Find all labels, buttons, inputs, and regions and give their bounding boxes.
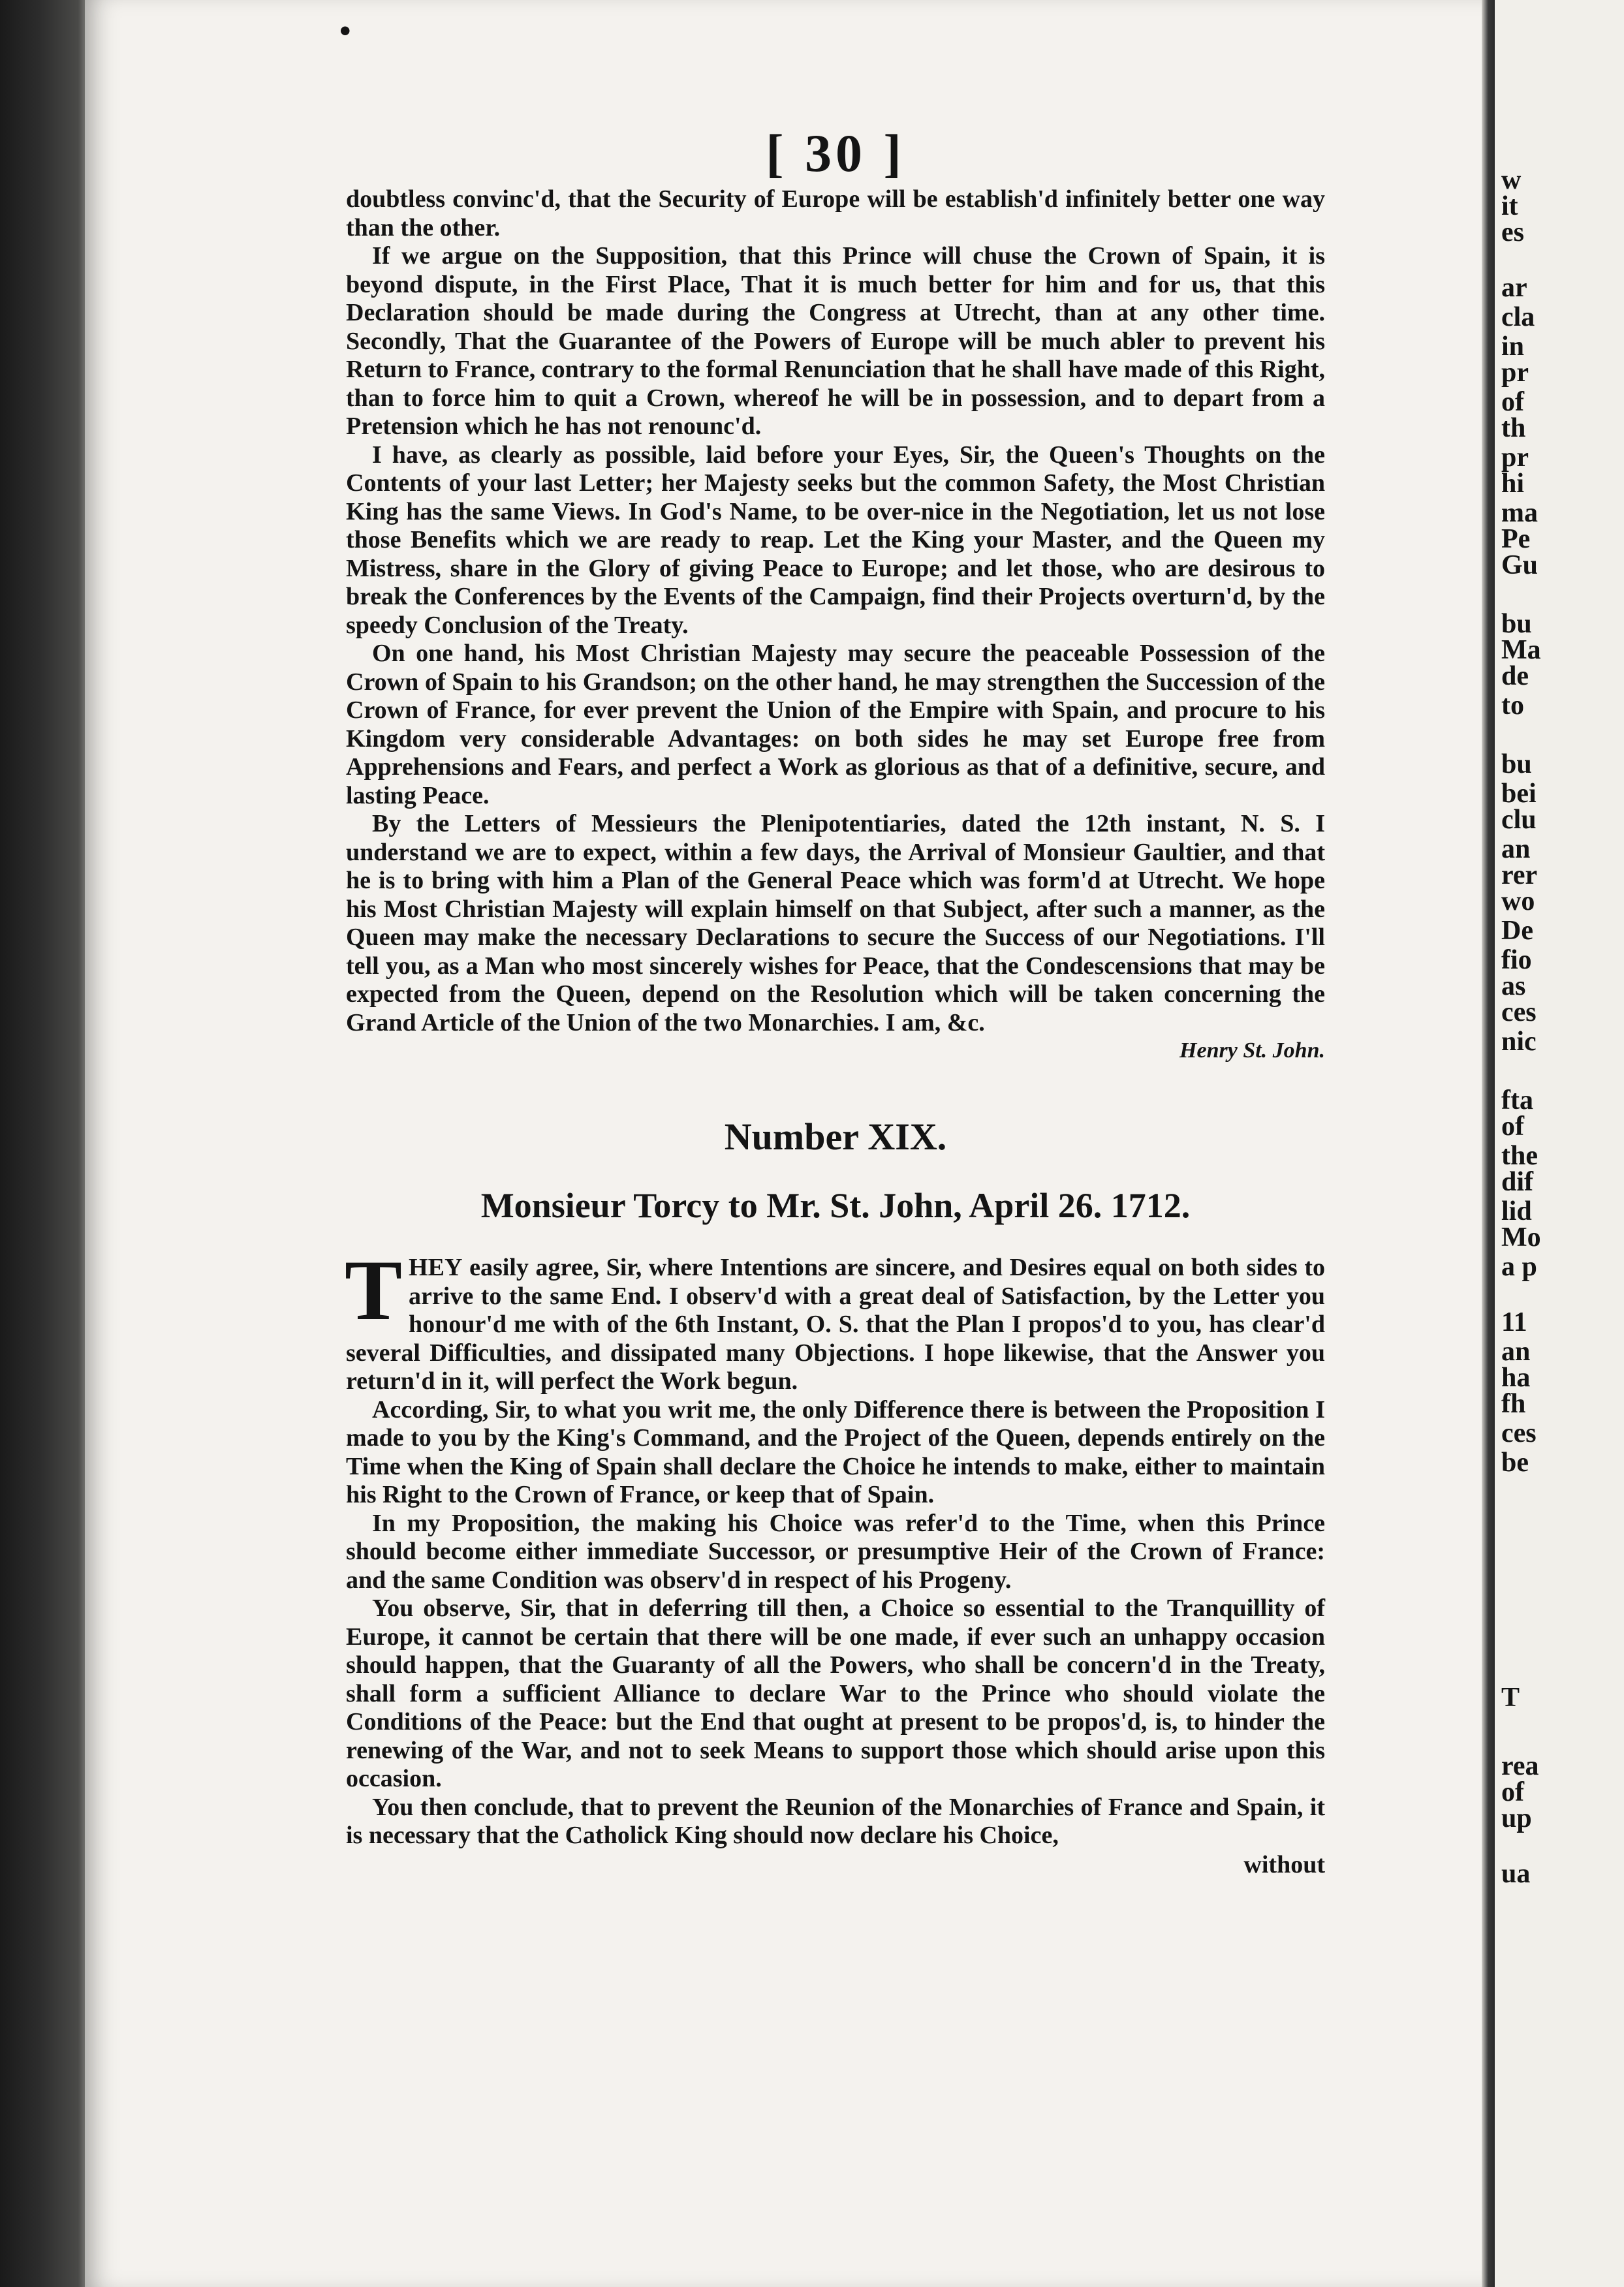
facing-page-fragment: Ma [1501,635,1541,665]
facing-page-fragment: 11 [1501,1307,1527,1337]
section-number-heading: Number XIX. [724,1115,947,1158]
first-word: HEY [409,1254,463,1281]
facing-page-fragment: Gu [1501,550,1538,580]
facing-page-fragment: the [1501,1141,1538,1171]
paragraph: On one hand, his Most Christian Majesty may secure the peaceable Possession of the Crown of Spain to his Grandson; on the other hand, he may strengthen the Succession of the Crown of France, for ever prevent the Union of the Empire with Spain, and procure to his Kingdom very considerable Advantages: on both sides he may set Europe free from Apprehensions and Fears, and perfect a Work as glorious as that of a definitive, secure, and lasting Peace. [346,640,1325,809]
facing-page-fragment: T [1501,1683,1520,1713]
catchword: without [1243,1850,1325,1878]
paragraph: By the Letters of Messieurs the Plenipotentiaries, dated the 12th instant, N. S. I understand we are to expect, within a few days, the Arrival of Monsieur Gaultier, and that he is to bring with him a Plan of the General Peace which was form'd at Utrecht. We hope his Most Christian Majesty will explain himself on that Subject, after such a manner, as the Queen may make the necessary Declarations to secure the Success of our Negotiations. I'll tell you, as a Man who most sincerely wishes for Peace, that the Condescensions that may be expected from the Queen, depend on the Resolution which will be taken concerning the Grand Article of the Union of the two Monarchies. I am, &c. [346,810,1325,1036]
facing-page-fragment: clu [1501,805,1537,835]
facing-page-fragment: of [1501,1777,1524,1807]
facing-page-fragment: ua [1501,1859,1531,1889]
facing-page-fragment: up [1501,1803,1532,1833]
facing-page-fragment: ar [1501,273,1527,303]
spine-shadow [0,0,98,2287]
page-number: [ 30 ] [766,123,905,183]
facing-page-fragment: ces [1501,997,1537,1027]
ink-mark: • [339,12,351,49]
facing-page-fragment: nic [1501,1027,1537,1057]
facing-page-fragment: as [1501,971,1526,1001]
facing-page-fragment: pr [1501,443,1529,473]
facing-page-fragment: De [1501,916,1533,946]
facing-page-fragment: wo [1501,886,1535,916]
drop-cap: T [345,1242,403,1338]
page-content [346,124,1325,1879]
facing-page-fragment: lid [1501,1196,1532,1226]
facing-page-fragment: it [1501,191,1518,221]
facing-page-fragment: cla [1501,302,1535,332]
facing-page-fragment: de [1501,661,1529,691]
facing-page-fragment: of [1501,1112,1524,1142]
facing-page-fragment: bu [1501,749,1532,779]
letter-heading: Monsieur Torcy to Mr. St. John, April 26. 1712. [480,1186,1191,1225]
facing-page-fragment: bu [1501,609,1532,639]
opening-paragraph [345,1242,1326,1396]
facing-page-fragment: Mo [1501,1222,1541,1252]
paragraph: doubtless convinc'd, that the Security of Europe will be establish'd infinitely better one way than the other. [346,185,1325,241]
paragraph: In my Proposition, the making his Choice was refer'd to the Time, when this Prince should become either immediate Successor, or presumptive Heir of the Crown of France: and the same Condition was observ'd in respect of his Progeny. [346,1509,1325,1594]
paragraph: I have, as clearly as possible, laid before your Eyes, Sir, the Queen's Thoughts on the Contents of your last Letter; her Majesty seeks but the common Safety, the Most Christian King has the same Views. In God's Name, to be over-nice in the Negotiation, let us not lose those Benefits which we are ready to reap. Let the King your Master, and the Queen my Mistress, share in the Glory of giving Peace to Europe; and let those, who are desirous to break the Conferences by the Events of the Campaign, find their Projects overturn'd, by the speedy Conclusion of the Treaty. [346,441,1325,639]
facing-page-fragment: an [1501,1337,1531,1367]
facing-page-fragment: fta [1501,1085,1533,1115]
letter-torcy-body [345,1242,1326,1850]
facing-page-fragment: be [1501,1448,1529,1478]
facing-page-fragment: ha [1501,1363,1531,1393]
facing-page-fragment: fh [1501,1389,1526,1419]
facing-page-fragment: rer [1501,860,1538,890]
facing-page-fragment: es [1501,217,1524,247]
facing-page-fragment: Pe [1501,524,1531,554]
facing-page-fragment: of [1501,387,1524,417]
facing-page-fragment: ces [1501,1418,1537,1448]
paragraph: According, Sir, to what you writ me, the only Difference there is between the Proposition I made to you by the King's Command, and the Project of the Queen, depends entirely on the Time when the King of Spain shall declare the Choice he intends to make, either to maintain his Right to the Crown of France, or keep that of Spain. [346,1395,1325,1508]
facing-page-fragment: w [1501,165,1522,195]
facing-page-fragment: pr [1501,358,1529,388]
facing-page-fragment: fio [1501,945,1532,975]
letter-st-john-body [346,185,1325,1037]
facing-page [1495,0,1624,2287]
facing-page-fragment: th [1501,413,1526,443]
facing-page-fragment: in [1501,332,1525,362]
book-gutter [1482,0,1495,2287]
facing-page-fragment: hi [1501,469,1525,499]
facing-page-fragment: bei [1501,779,1537,809]
opening-text: easily agree, Sir, where Intentions are sincere, and Desires equal on both sides to arrive to the same End. I observ'd with a great deal of Satisfaction, by the Letter you honour'd me with of the 6th Instant, O. S. that the Plan I propos'd to you, has clear'd several Difficulties, and dissipated many Objections. I hope likewise, that the Answer you return'd in it, will perfect the Work begun. [346,1254,1326,1395]
facing-page-fragment: ma [1501,498,1538,528]
facing-page-fragment: dif [1501,1167,1534,1197]
signature: Henry St. John. [1179,1038,1325,1063]
facing-page-fragment: an [1501,834,1531,864]
paragraph: You observe, Sir, that in deferring till then, a Choice so essential to the Tranquillity of Europe, it cannot be certain that there will be one made, if ever such an unhappy occasion should happen, that the Guaranty of all the Powers, who shall be concern'd in the Treaty, shall form a sufficient Alliance to declare War to the Prince who should violate the Conditions of the Peace: but the End that ought at present to be propos'd, is, to hinder the renewing of the War, and not to seek Means to support those which should arise upon this occasion. [346,1595,1325,1792]
facing-page-fragment: to [1501,691,1524,721]
paragraph: You then conclude, that to prevent the Reunion of the Monarchies of France and Spain, it is necessary that the Catholick King should now declare his Choice, [346,1793,1325,1849]
facing-page-fragment: rea [1501,1751,1539,1781]
facing-page-fragment: a p [1501,1252,1537,1282]
paragraph: If we argue on the Supposition, that this Prince will chuse the Crown of Spain, it is beyond dispute, in the First Place, That it is much better for him and for us, that this Declaration should be made during the Congress at Utrecht, than at any other time. Secondly, That the Guarantee of the Powers of Europe will be much abler to prevent his Return to France, contrary to the formal Renunciation that he shall have made of this Right, than to force him to quit a Crown, whereof he will be in possession, and to depart from a Pretension which he has not renounc'd. [346,242,1325,440]
